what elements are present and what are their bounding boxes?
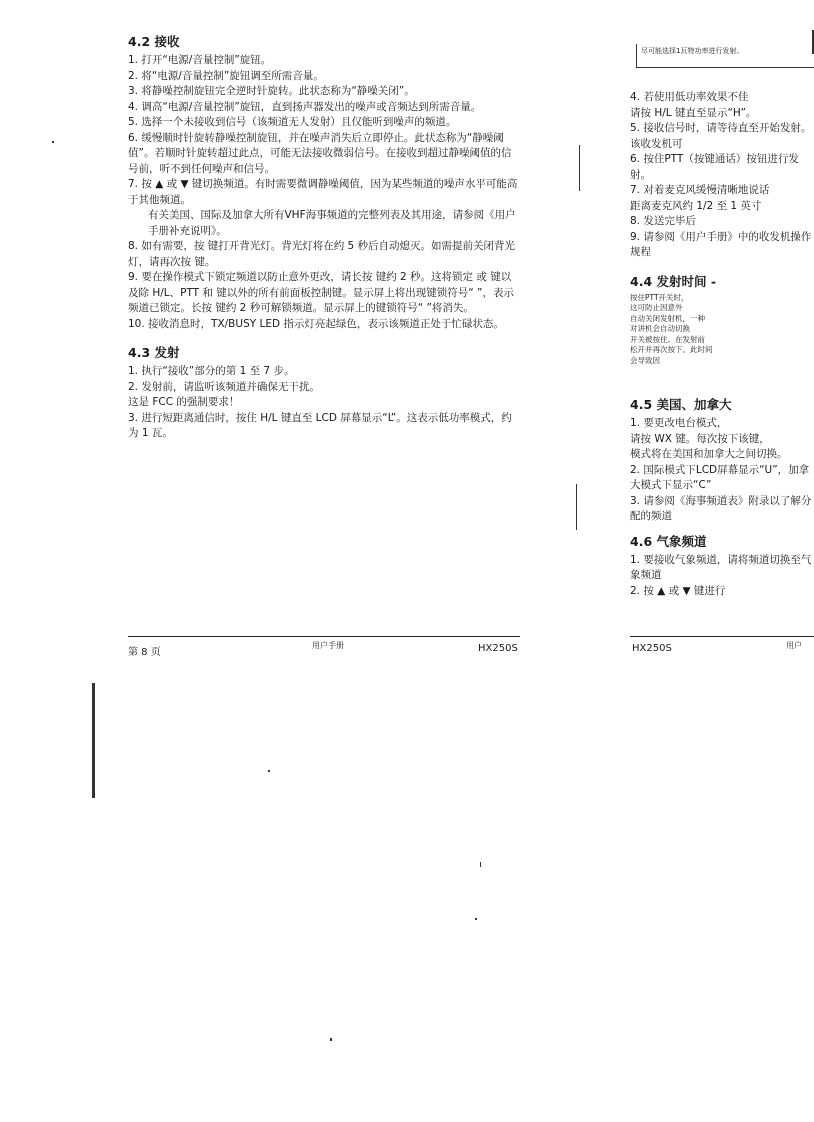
low-power-note: 尽可能选择1瓦特功率进行发射。 <box>636 44 814 68</box>
mode-step-1: 1. 要更改电台模式， <box>630 417 728 429</box>
right-step-4: 4. 若使用低功率效果不佳 <box>630 91 749 103</box>
right-step-7b: 距离麦克风约 1/2 至 1 英寸 <box>630 199 762 212</box>
tx-time-line: 对讲机会自动切换 <box>630 324 690 333</box>
receive-step-2: 2. 将“电源/音量控制”旋钮调至所需音量。 <box>128 69 324 82</box>
scan-edge-mark <box>92 683 95 798</box>
right-step-7: 7. 对着麦克风缓慢清晰地说话 <box>630 184 770 196</box>
receive-step-5: 5. 选择一个未接收到信号（该频道无人发射）且仅能听到噪声的频道。 <box>128 116 457 128</box>
left-footer-rule <box>128 636 520 637</box>
receive-step-6: 6. 缓慢顺时针旋转静噪控制旋钮，并在噪声消失后立即停止。此状态称为“静噪阈值”。若顺时针旋转超过此点，可能无法接收微弱信号。在接收到超过静噪阈值的信号前，听不到任何噪声和信号。 <box>128 131 512 175</box>
footer-model-right: HX250S <box>632 643 672 654</box>
section-4-3-title: 4.3 发射 <box>128 345 180 360</box>
footer-model-left: HX250S <box>478 643 518 654</box>
mode-step-1b: 请按 WX 键。每次按下该键， <box>630 432 770 445</box>
scan-dot <box>52 141 54 143</box>
receive-step-8: 8. 如有需要，按 键打开背光灯。背光灯将在约 5 秒后自动熄灭。如需提前关闭背光灯，请再次按 键。 <box>128 240 516 268</box>
section-gap <box>630 366 814 396</box>
tx-time-line: 按住PTT开关时， <box>630 292 689 302</box>
section-4-5-title: 4.5 美国、加拿大 <box>630 397 732 412</box>
scan-dot <box>475 918 477 920</box>
mode-step-1c: 模式将在美国和加拿大之间切换。 <box>630 448 788 460</box>
right-step-6: 6. 按住PTT（按键通话）按钮进行发射。 <box>630 153 799 181</box>
section-gap <box>630 261 814 273</box>
tx-time-line: 松开并再次按下。此时间 <box>630 345 713 354</box>
receive-step-1: 1. 打开“电源/音量控制”旋钮。 <box>128 54 272 66</box>
section-4-4-title: 4.4 发射时间 - <box>630 273 717 289</box>
scan-dot <box>268 770 270 772</box>
transmit-step-1: 1. 执行“接收”部分的第 1 至 7 步。 <box>128 365 295 377</box>
scan-bracket-mark <box>576 484 577 530</box>
scan-dot <box>480 862 481 867</box>
weather-step-2: 2. 按 ▲ 或 ▼ 键进行 <box>630 584 726 597</box>
section-gap <box>128 332 520 344</box>
right-step-5: 5. 接收信号时，请等待直至开始发射。该收发机可 <box>630 122 812 150</box>
receive-indent-note: 有关美国、国际及加拿大所有VHF海事频道的完整列表及其用途，请参阅《用户手册补充说明》。 <box>148 209 516 237</box>
right-step-9: 9. 请参阅《用户手册》中的收发机操作规程 <box>630 230 812 258</box>
scan-bracket-mark <box>579 145 580 191</box>
tx-time-line: 这可防止因意外 <box>630 303 683 312</box>
section-4-2-title: 4.2 接收 <box>128 34 180 49</box>
right-footer-rule <box>630 636 814 637</box>
right-step-4b: 请按 H/L 键直至显示“H”。 <box>630 106 757 119</box>
tx-time-line: 会导致因 <box>630 355 660 365</box>
tx-time-line: 自动关闭发射机，一种 <box>630 313 705 323</box>
footer-user-label: 用户 <box>786 641 802 650</box>
receive-step-3: 3. 将静噪控制旋钮完全逆时针旋转。此状态称为“静噪关闭”。 <box>128 85 415 97</box>
transmit-step-2: 2. 发射前，请监听该频道并确保无干扰。 <box>128 380 320 393</box>
page-number: 第 8 页 <box>128 647 161 658</box>
transmit-step-3: 3. 进行短距离通信时，按住 H/L 键直至 LCD 屏幕显示“L”。这表示低功率模式，约为 1 瓦。 <box>128 411 512 439</box>
section-4-6-title: 4.6 气象频道 <box>630 533 707 549</box>
transmit-fcc-note: 这是 FCC 的强制要求！ <box>128 396 240 408</box>
receive-step-4: 4. 调高“电源/音量控制”旋钮，直到扬声器发出的噪声或音频达到所需音量。 <box>128 100 482 113</box>
left-column <box>128 33 520 442</box>
mode-step-3: 3. 请参阅《海事频道表》附录以了解分配的频道 <box>630 494 812 522</box>
right-step-8: 8. 发送完毕后 <box>630 215 696 227</box>
scan-dot <box>330 1038 332 1041</box>
weather-step-1: 1. 要接收气象频道，请将频道切换至气象频道 <box>630 553 812 581</box>
receive-step-9: 9. 要在操作模式下锁定频道以防止意外更改，请长按 键约 2 秒。这将锁定 或 键以及除 H/L、PTT 和 键以外的所有前面板控制键。显示屏上将出现键锁符号“ ”，表示频道已锁定。长按 键约 2 秒可解锁频道。显示屏上的键锁符号“ ”将消失。 <box>128 271 514 314</box>
receive-step-7: 7. 按 ▲ 或 ▼ 键切换频道。有时需要微调静噪阈值，因为某些频道的噪声水平可能高于其他频道。 <box>128 178 518 206</box>
section-gap <box>630 525 814 533</box>
right-column <box>630 90 814 599</box>
footer-manual-label: 用户手册 <box>312 641 344 650</box>
receive-step-10: 10. 接收消息时，TX/BUSY LED 指示灯亮起绿色，表示该频道正处于忙碌状态。 <box>128 317 504 330</box>
tx-time-line: 开关被按住。在发射前 <box>630 334 705 344</box>
mode-step-2: 2. 国际模式下LCD屏幕显示“U”，加拿大模式下显示“C” <box>630 463 810 491</box>
